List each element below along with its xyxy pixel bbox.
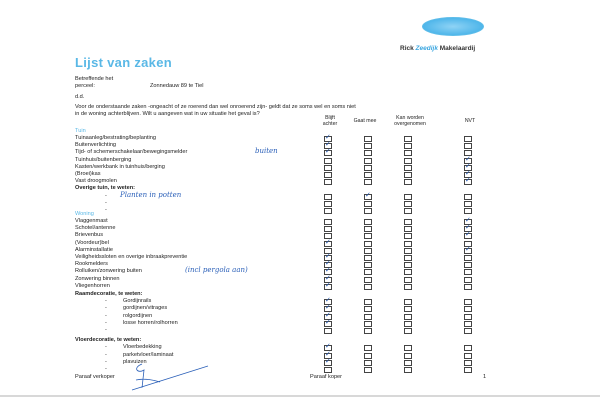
dd-label: d.d. <box>75 94 85 100</box>
checkbox[interactable] <box>404 241 412 247</box>
list-item <box>75 245 471 254</box>
checkbox[interactable] <box>404 248 412 254</box>
checkbox[interactable] <box>464 299 472 305</box>
checkbox[interactable] <box>464 321 472 327</box>
checkbox[interactable] <box>404 277 412 283</box>
check-mark-icon: ✓ <box>325 267 331 275</box>
item-label: Rolluiken/zonwering buiten <box>75 268 142 275</box>
col-blijft-achter: Blijft achter <box>322 115 338 127</box>
checkbox[interactable] <box>464 255 472 261</box>
item-label: Raamdecoratie, te weten: <box>75 291 143 297</box>
handwritten-note: Planten in potten <box>120 190 182 199</box>
list-item <box>75 337 141 344</box>
item-label: Vloerbedekking <box>123 344 162 351</box>
signature-verkoper <box>130 360 210 392</box>
checkbox[interactable] <box>404 345 412 351</box>
checkbox[interactable] <box>404 360 412 366</box>
checkbox[interactable] <box>324 201 332 207</box>
dash-marker: - <box>105 351 107 358</box>
list-item <box>75 155 471 164</box>
checkbox[interactable] <box>324 208 332 214</box>
list-item <box>75 134 331 142</box>
dash-marker: - <box>105 298 107 305</box>
item-label: Rookmelders <box>75 261 108 268</box>
check-mark-icon: ✓ <box>465 162 471 170</box>
check-mark-icon: ✓ <box>465 177 471 185</box>
dash-marker: - <box>105 319 107 326</box>
check-mark-icon: ✓ <box>325 134 331 141</box>
check-mark-icon: ✓ <box>325 238 331 246</box>
item-label: plavuizen <box>123 358 147 365</box>
checkbox[interactable] <box>464 314 472 320</box>
item-label: Gordijnrails <box>123 298 152 305</box>
page-title: Lijst van zaken <box>75 55 172 70</box>
checkbox[interactable] <box>404 158 412 164</box>
checkbox[interactable] <box>404 165 412 171</box>
betreffende-label: Betreffende het <box>75 76 114 82</box>
checkbox[interactable] <box>404 353 412 359</box>
perceel-label: perceel: <box>75 83 95 89</box>
perceel-value: Zonnedauw 89 te Tiel <box>150 83 204 89</box>
list-item <box>75 291 142 298</box>
dash-marker: - <box>105 327 107 333</box>
item-label: Brievenbus <box>75 232 103 239</box>
list-item <box>75 177 471 185</box>
check-mark-icon: ✓ <box>465 170 471 177</box>
checkbox[interactable] <box>324 179 332 185</box>
item-label: Tuinhuis/buitenberging <box>75 156 132 163</box>
checkbox[interactable] <box>364 248 372 254</box>
checkbox[interactable] <box>404 233 412 239</box>
item-label: Vliegenhorren <box>75 282 110 289</box>
checkbox[interactable] <box>324 328 332 334</box>
checkbox[interactable] <box>364 299 372 305</box>
checkbox[interactable] <box>364 241 372 247</box>
checkbox[interactable] <box>324 219 332 225</box>
checkbox[interactable] <box>324 158 332 164</box>
checkbox[interactable] <box>464 367 472 373</box>
checkbox[interactable] <box>364 269 372 275</box>
checkbox[interactable] <box>404 367 412 373</box>
col-gaat-mee: Gaat mee <box>353 118 377 124</box>
checkbox[interactable] <box>404 194 412 200</box>
item-label: rolgordijnen <box>123 312 153 319</box>
list-item <box>75 170 471 178</box>
check-mark-icon: ✓ <box>325 148 331 156</box>
item-label: Buitenverlichting <box>75 142 117 149</box>
checkbox[interactable] <box>364 306 372 312</box>
dash-marker: - <box>105 305 107 312</box>
checkbox[interactable] <box>364 262 372 268</box>
checkbox[interactable] <box>404 306 412 312</box>
checkbox[interactable] <box>324 367 332 373</box>
check-mark-icon: ✓ <box>325 343 331 351</box>
section-woning: Woning <box>75 211 94 217</box>
checkbox[interactable] <box>464 269 472 275</box>
checkbox[interactable] <box>404 172 412 178</box>
dash-marker: - <box>105 366 107 372</box>
checkbox[interactable] <box>404 143 412 149</box>
check-mark-icon: ✓ <box>325 357 331 365</box>
item-label: Kasten/werkbank in tuinhuis/berging <box>75 163 165 170</box>
checkbox[interactable] <box>404 179 412 185</box>
checkbox[interactable] <box>404 150 412 156</box>
item-label: Vlaggenmast <box>75 218 108 224</box>
checkbox[interactable] <box>324 165 332 171</box>
checkbox[interactable] <box>404 136 412 142</box>
check-mark-icon: ✓ <box>325 141 331 149</box>
list-item <box>75 253 331 261</box>
checkbox[interactable] <box>364 321 372 327</box>
check-mark-icon: ✓ <box>325 281 331 289</box>
checkbox[interactable] <box>364 233 372 239</box>
list-item <box>75 224 471 232</box>
checkbox[interactable] <box>404 201 412 207</box>
checkbox[interactable] <box>404 299 412 305</box>
checkbox[interactable] <box>364 367 372 373</box>
check-mark-icon: ✓ <box>465 231 471 239</box>
list-item <box>75 266 331 275</box>
check-mark-icon: ✓ <box>325 318 331 326</box>
checkbox[interactable] <box>464 284 472 290</box>
checkbox[interactable] <box>464 277 472 283</box>
item-label: Veiligheidssloten en overige inbraakpreventie <box>75 254 188 260</box>
checkbox[interactable] <box>364 314 372 320</box>
col-kan-worden-overgenomen: Kan worden overgenomen <box>394 115 426 127</box>
checkbox[interactable] <box>364 226 372 232</box>
item-label: Zonwering binnen <box>75 275 120 282</box>
checkbox[interactable] <box>404 226 412 232</box>
dash-marker: - <box>105 312 107 319</box>
brand-name: Rick Zeedijk Makelaardij <box>400 45 476 52</box>
list-item <box>75 147 331 156</box>
checkbox[interactable] <box>364 201 372 207</box>
item-label: (Broei)kas <box>75 171 101 177</box>
checkbox[interactable] <box>364 255 372 261</box>
dash-marker: - <box>105 200 107 207</box>
check-mark-icon: ✓ <box>465 224 471 232</box>
item-label: (Voordeur)bel <box>75 239 109 246</box>
checkbox[interactable] <box>464 201 472 207</box>
checkbox[interactable] <box>364 208 372 214</box>
list-item <box>75 141 331 149</box>
item-label: Vloerdecoratie, te weten: <box>75 337 142 344</box>
dash-marker: - <box>105 192 107 199</box>
checkbox[interactable] <box>364 165 372 171</box>
dash-marker: - <box>105 207 107 214</box>
check-mark-icon: ✓ <box>325 297 331 305</box>
item-label: Vast droogmolen <box>75 178 117 185</box>
check-mark-icon: ✓ <box>325 304 331 312</box>
check-mark-icon: ✓ <box>465 245 471 253</box>
check-mark-icon: ✓ <box>325 253 331 260</box>
item-label: losse horren/rolhorren <box>123 319 178 326</box>
checkbox[interactable] <box>404 269 412 275</box>
list-item <box>75 162 471 171</box>
list-item <box>75 217 471 225</box>
checkbox[interactable] <box>364 360 372 366</box>
checkbox[interactable] <box>364 277 372 283</box>
checkbox[interactable] <box>464 262 472 268</box>
item-label: Tijd- of schemerschakelaar/bewegingsmelder <box>75 149 188 156</box>
handwritten-note: (incl pergola aan) <box>185 266 248 275</box>
company-logo-icon <box>422 17 484 36</box>
item-label: Alarminstallatie <box>75 246 113 253</box>
checkbox[interactable] <box>464 194 472 200</box>
checkbox[interactable] <box>404 255 412 261</box>
checkbox[interactable] <box>364 150 372 156</box>
checkbox[interactable] <box>464 360 472 366</box>
checkbox[interactable] <box>464 136 472 142</box>
checkbox[interactable] <box>464 328 472 334</box>
dash-marker: - <box>105 344 107 351</box>
handwritten-note: buiten <box>255 147 278 156</box>
checkbox[interactable] <box>324 172 332 178</box>
checkbox[interactable] <box>404 314 412 320</box>
checkbox[interactable] <box>464 208 472 214</box>
list-item <box>75 231 471 239</box>
item-label: Overige tuin, te weten: <box>75 185 135 192</box>
page-number: 1 <box>483 374 487 380</box>
checkbox[interactable] <box>464 353 472 359</box>
checkbox[interactable] <box>404 321 412 327</box>
intro-line-2: in de woning achterblijven. Wilt u aangeven wat in uw situatie het geval is? <box>75 111 260 117</box>
intro-line-1: Voor de onderstaande zaken -ongeacht of ze roerend dan wel onroerend zijn- geldt dat ze soms wel en soms niet <box>75 104 356 110</box>
checkbox[interactable] <box>404 219 412 225</box>
checkbox[interactable] <box>364 158 372 164</box>
checkbox[interactable] <box>364 179 372 185</box>
checkbox[interactable] <box>464 306 472 312</box>
checkbox[interactable] <box>404 208 412 214</box>
item-label: Schotel/antenne <box>75 225 116 232</box>
check-mark-icon: ✓ <box>325 274 331 282</box>
check-mark-icon: ✓ <box>325 260 331 268</box>
checkbox[interactable] <box>364 284 372 290</box>
dash-marker: - <box>105 358 107 365</box>
paraaf-verkoper-label: Paraaf verkoper <box>75 374 115 380</box>
item-label: gordijnen/vitrages <box>123 305 168 312</box>
checkbox[interactable] <box>404 328 412 334</box>
check-mark-icon: ✓ <box>465 155 471 163</box>
checkbox[interactable] <box>364 219 372 225</box>
checkbox[interactable] <box>324 226 332 232</box>
checkbox[interactable] <box>364 328 372 334</box>
checkbox[interactable] <box>364 172 372 178</box>
paraaf-koper-label: Paraaf koper <box>310 374 343 380</box>
list-item <box>75 274 331 283</box>
checkbox[interactable] <box>364 345 372 351</box>
check-mark-icon: ✓ <box>325 311 331 319</box>
item-label: parketvloer/laminaat <box>123 351 174 358</box>
checkbox[interactable] <box>364 143 372 149</box>
check-mark-icon: ✓ <box>365 191 371 199</box>
checkbox[interactable] <box>324 194 332 200</box>
item-label: Tuinaanleg/bestrating/beplanting <box>75 135 156 141</box>
list-item <box>75 238 331 247</box>
check-mark-icon: ✓ <box>325 350 331 358</box>
checkbox[interactable] <box>364 136 372 142</box>
checkbox[interactable] <box>464 345 472 351</box>
list-item <box>75 260 331 268</box>
section-tuin: Tuin <box>75 128 86 134</box>
col-nvt: NVT <box>464 118 476 124</box>
list-item <box>75 281 331 290</box>
checkbox[interactable] <box>364 353 372 359</box>
checkbox[interactable] <box>464 143 472 149</box>
page-edge <box>0 395 600 397</box>
checkbox[interactable] <box>404 284 412 290</box>
checkbox[interactable] <box>404 262 412 268</box>
check-mark-icon: ✓ <box>465 217 471 224</box>
